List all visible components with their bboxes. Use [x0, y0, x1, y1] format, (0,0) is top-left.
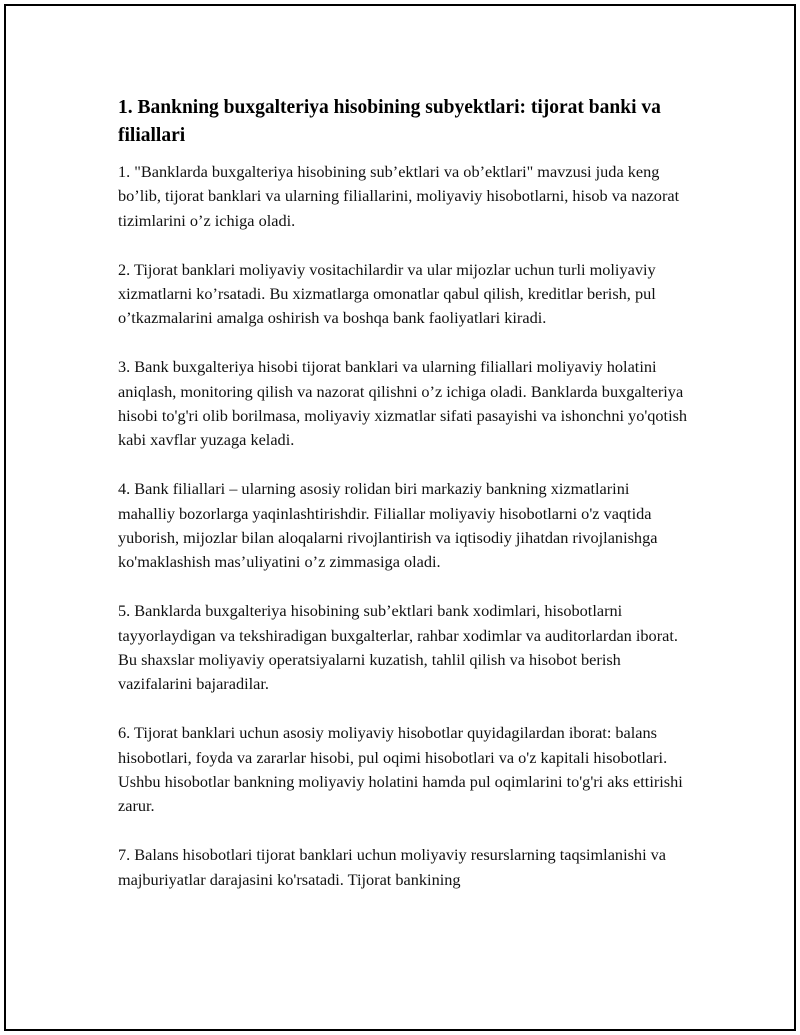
- paragraph-5: 5. Banklarda buxgalteriya hisobining sub’ektlari bank xodimlari, hisobotlarni tayyorlaydigan va tekshiradigan buxgalterlar, rahbar xodimlar va auditorlardan iborat. Bu shaxslar moliyaviy operatsiyalarni kuzatish, tahlil qilish va hisobot berish vazifalarini bajaradilar.: [118, 601, 678, 694]
- paragraph-6: 6. Tijorat banklari uchun asosiy moliyaviy hisobotlar quyidagilardan iborat: balans hisobotlari, foyda va zararlar hisobi, pul oqimi hisobotlari va o'z kapitali hisobotlari. Ushbu hisobotlar bankning moliyaviy holatini hamda pul oqimlarini to'g'ri aks ettirishi zarur.: [118, 723, 683, 816]
- paragraph-4: 4. Bank filiallari – ularning asosiy rolidan biri markaziy bankning xizmatlarini mahalliy bozorlarga yaqinlashtirishdir. Filiallar moliyaviy hisobotlarni o'z vaqtida yuborish, mijozlar bilan aloqalarni rivojlantirish va iqtisodiy jihatdan rivojlanishga ko'maklashish mas’uliyatini o’z zimmasiga oladi.: [118, 479, 658, 572]
- document-title: 1. Bankning buxgalteriya hisobining subyektlari: tijorat banki va filiallari: [118, 97, 661, 146]
- document-body: [118, 94, 688, 916]
- paragraph-7: 7. Balans hisobotlari tijorat banklari uchun moliyaviy resurslarning taqsimlanishi va majburiyatlar darajasini ko'rsatadi. Tijorat bankining: [118, 845, 667, 889]
- paragraph-3: 3. Bank buxgalteriya hisobi tijorat banklari va ularning filiallari moliyaviy holatini aniqlash, monitoring qilish va nazorat qilishni o’z ichiga oladi. Banklarda buxgalteriya hisobi to'g'ri olib borilmasa, moliyaviy xizmatlar sifati pasayishi va ishonchni yo'qotish kabi xavflar yuzaga keladi.: [118, 357, 688, 450]
- paragraph-1: 1. "Banklarda buxgalteriya hisobining sub’ektlari va ob’ektlari" mavzusi juda keng bo’lib, tijorat banklari va ularning filiallarini, moliyaviy hisobotlarni, hisob va nazorat tizimlarini o’z ichiga oladi.: [118, 162, 680, 230]
- paragraph-2: 2. Tijorat banklari moliyaviy vositachilardir va ular mijozlar uchun turli moliyaviy xizmatlarni ko’rsatadi. Bu xizmatlarga omonatlar qabul qilish, kreditlar berish, pul o’tkazmalarini amalga oshirish va boshqa bank faoliyatlari kiradi.: [118, 259, 656, 328]
